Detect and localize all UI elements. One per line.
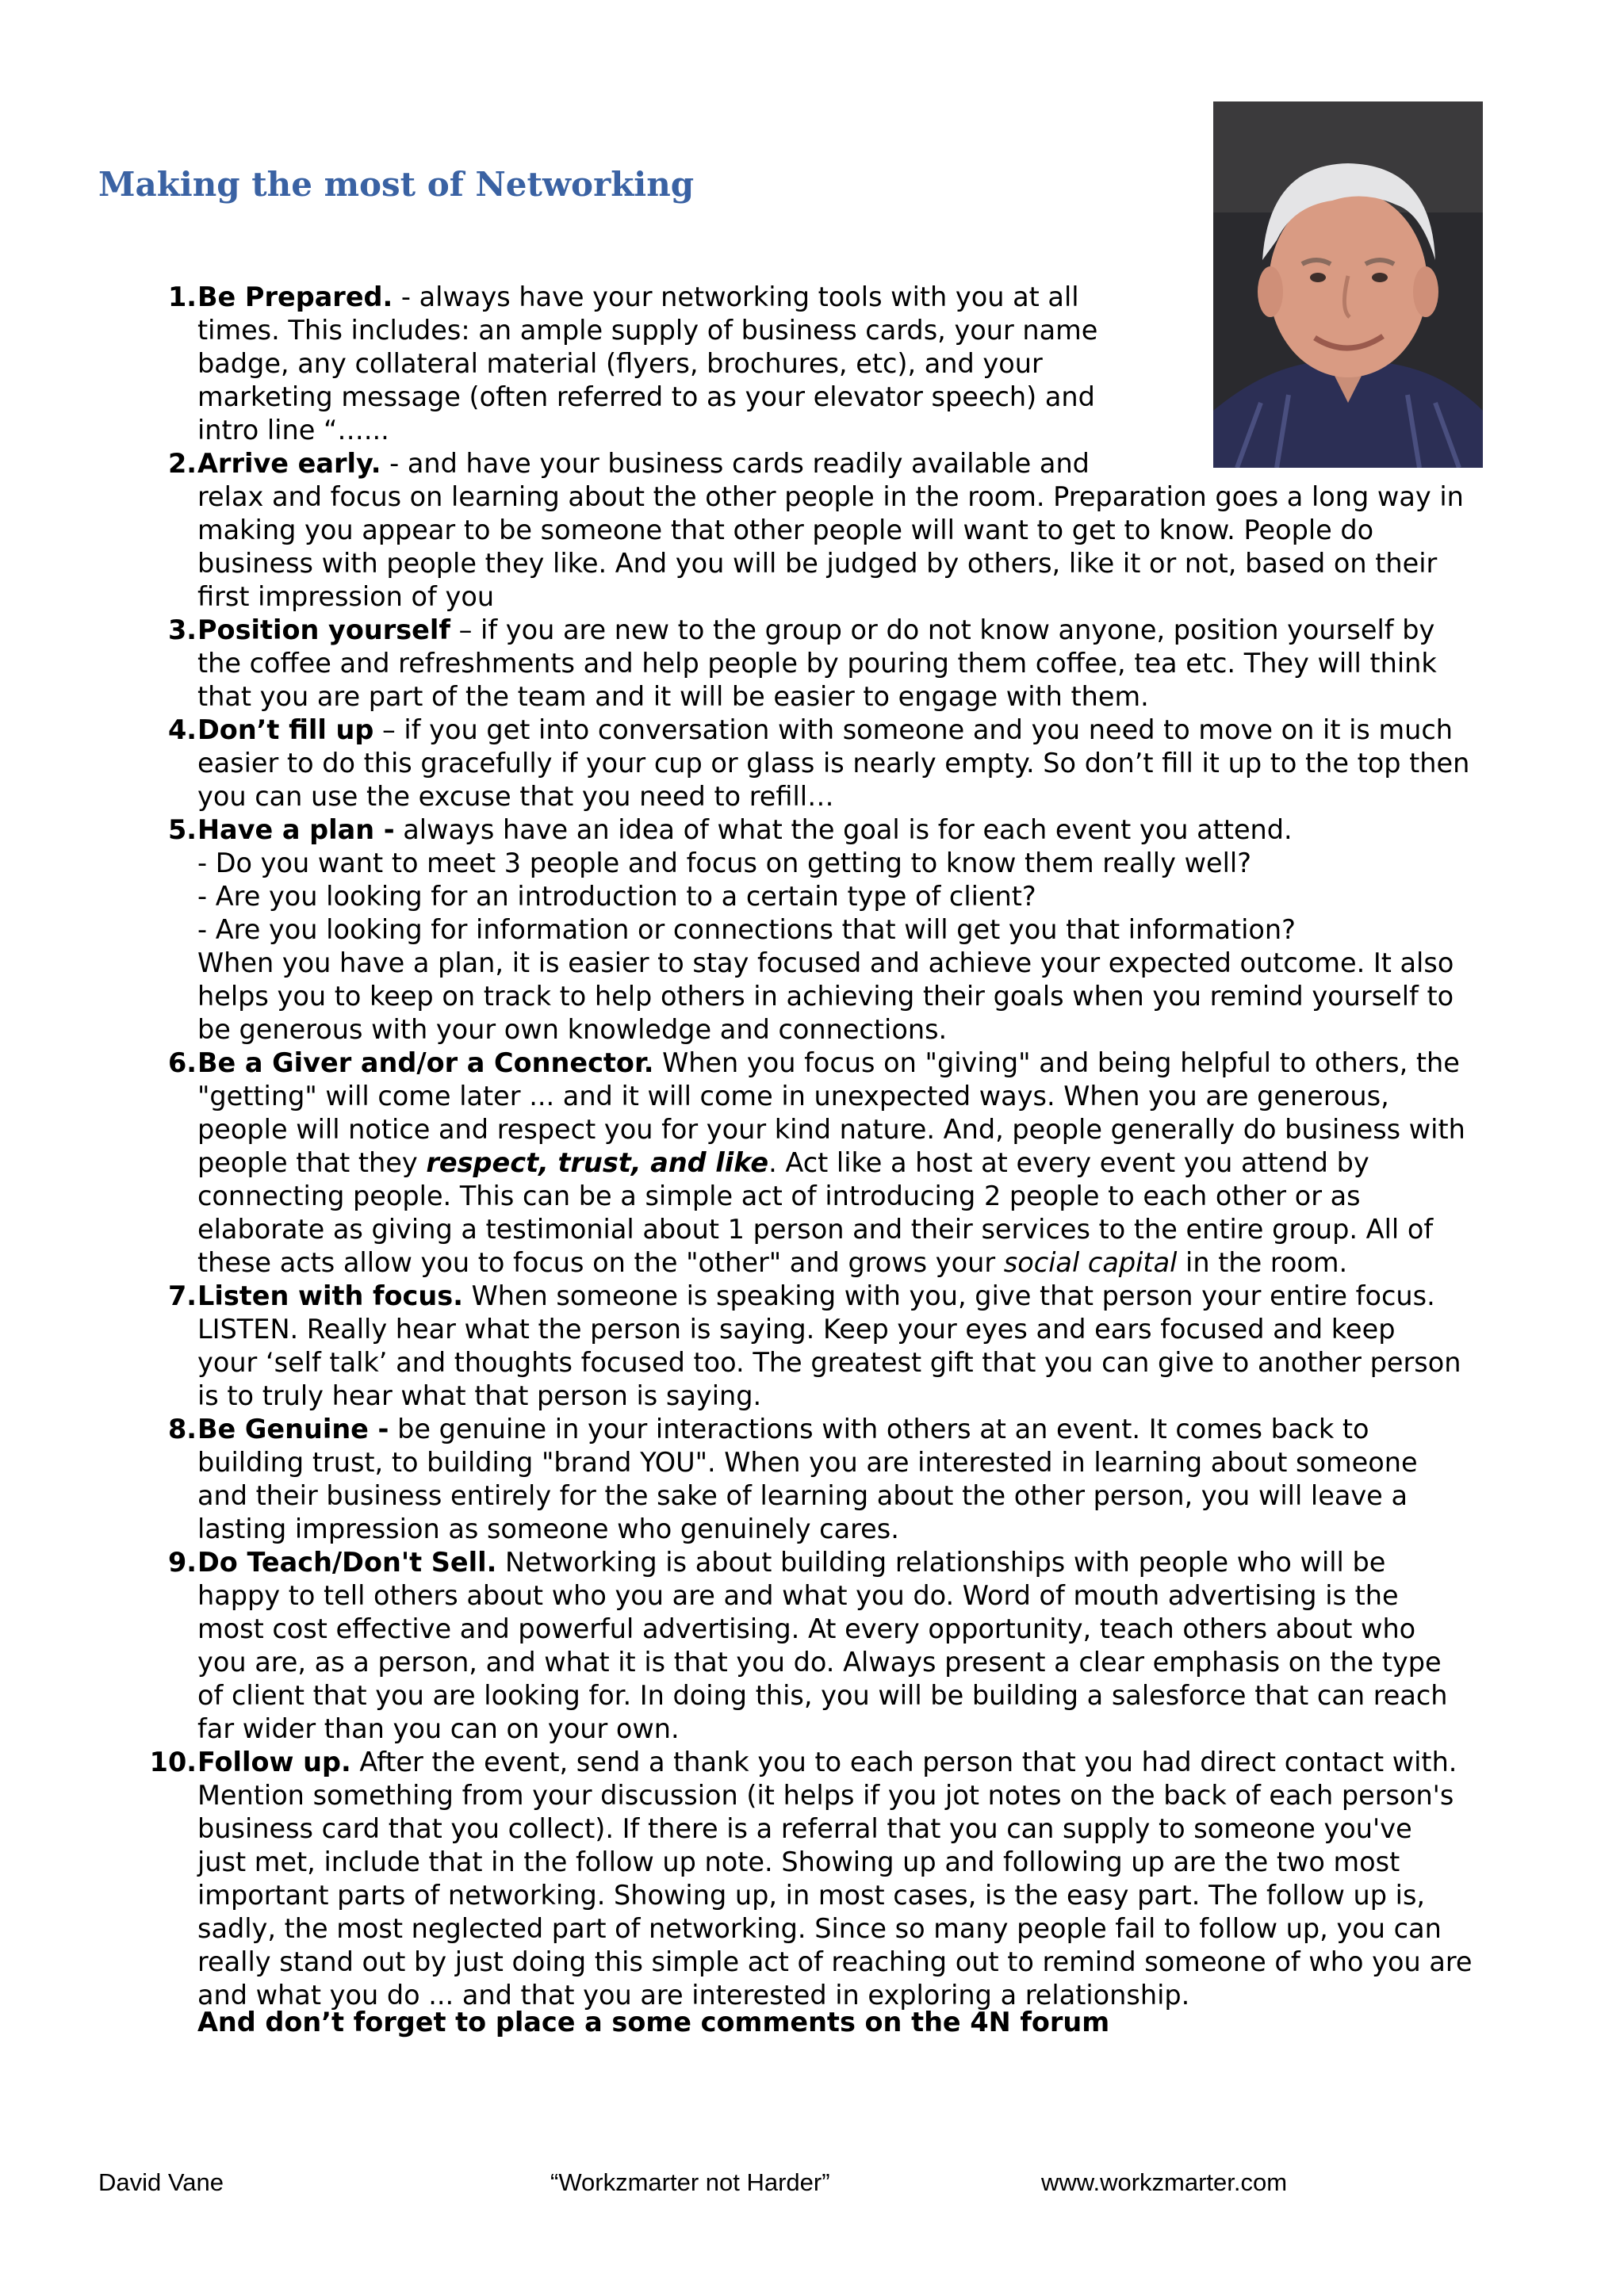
item-body [197,447,1530,614]
item-text: these acts allow you to focus on the "other" and grows your [197,1247,1004,1278]
item-body [197,1280,1530,1413]
item-number: 5. [167,814,197,845]
footer-website-link[interactable]: www.workzmarter.com [1041,2168,1288,2196]
item-text: important parts of networking. Showing up, in most cases, is the easy part. The follow up is, [197,1880,1426,1911]
item-text: intro line “…... [197,415,389,446]
item-body [197,813,1530,1047]
item-number: 10. [149,1747,197,1777]
item-number: 7. [167,1280,197,1311]
item-number: 4. [167,714,197,745]
item-text: - Are you looking for information or connections that will get you that information? [197,914,1296,945]
item-text: "getting" will come later ... and it will come in unexpected ways. When you are generous, [197,1081,1389,1112]
item-number: 1. [167,281,197,312]
item-text: – if you get into conversation with someone and you need to move on it is much [373,714,1454,745]
list-item [0,1413,1624,1546]
item-heading: Be a Giver and/or a Connector. [197,1047,654,1078]
item-text: Mention something from your discussion (it helps if you jot notes on the back of each person's [197,1780,1454,1811]
item-number: 8. [167,1414,197,1445]
item-text: making you appear to be someone that other people will want to get to know. People do [197,515,1374,545]
closing-note: And don’t forget to place a some comments on the 4N forum [197,2007,1110,2038]
item-text: happy to tell others about who you are and what you do. Word of mouth advertising is the [197,1580,1399,1611]
list-item [0,1047,1624,1280]
item-heading: Follow up. [197,1747,351,1777]
list-item [0,1746,1624,2012]
item-text: the coffee and refreshments and help people by pouring them coffee, tea etc. They will think [197,648,1437,679]
item-text: business with people they like. And you will be judged by others, like it or not, based on their [197,548,1438,579]
item-text: your ‘self talk’ and thoughts focused too. The greatest gift that you can give to another person [197,1347,1461,1378]
item-body [197,1047,1530,1280]
item-body [197,1413,1530,1546]
item-text: – if you are new to the group or do not know anyone, position yourself by [450,614,1435,645]
item-text: of client that you are looking for. In doing this, you will be building a salesforce that can reach [197,1680,1448,1711]
item-text: Networking is about building relationships with people who will be [496,1547,1386,1578]
item-number: 3. [167,614,197,645]
item-italic: social capital [1003,1247,1178,1278]
item-text: - and have your business cards readily available and [381,448,1090,479]
item-text: easier to do this gracefully if your cup or glass is nearly empty. So don’t fill it up to the top then [197,748,1470,779]
item-number: 9. [167,1547,197,1578]
item-text: times. This includes: an ample supply of business cards, your name [197,315,1098,346]
list-item [0,281,1624,447]
footer-slogan: “Workzmarter not Harder” [550,2168,830,2196]
item-text: you can use the excuse that you need to refill… [197,781,834,812]
item-heading: Be Genuine - [197,1414,389,1445]
item-text: far wider than you can on your own. [197,1713,680,1744]
item-heading: Position yourself [197,614,450,645]
item-text: When you focus on "giving" and being helpful to others, the [653,1047,1460,1078]
item-text: be generous with your own knowledge and connections. [197,1014,948,1045]
item-text: you are, as a person, and what it is that you do. Always present a clear emphasis on the type [197,1647,1442,1678]
item-text: When someone is speaking with you, give that person your entire focus. [462,1280,1435,1311]
item-text: and what you do ... and that you are interested in exploring a relationship. [197,1980,1190,2011]
item-body [197,281,1141,447]
item-number: 6. [167,1047,197,1078]
item-body [197,614,1530,714]
item-number: 2. [167,448,197,479]
footer-author: David Vane [98,2168,224,2196]
list-item [0,614,1624,714]
item-text: When you have a plan, it is easier to stay focused and achieve your expected outcome. It also [197,947,1454,978]
list-item [0,1546,1624,1746]
list-item [0,813,1624,1047]
item-heading: Be Prepared. [197,281,393,312]
item-text: be genuine in your interactions with others at an event. It comes back to [389,1414,1369,1445]
item-text: LISTEN. Really hear what the person is saying. Keep your eyes and ears focused and keep [197,1314,1396,1345]
item-text: in the room. [1177,1247,1348,1278]
item-text: always have an idea of what the goal is for each event you attend. [394,814,1293,845]
item-text: connecting people. This can be a simple act of introducing 2 people to each other or as [197,1181,1361,1211]
item-text: most cost effective and powerful advertising. At every opportunity, teach others about who [197,1613,1416,1644]
item-text: is to truly hear what that person is saying. [197,1380,762,1411]
item-text: - Do you want to meet 3 people and focus on getting to know them really well? [197,848,1251,878]
item-text: helps you to keep on track to help others in achieving their goals when you remind yourself to [197,981,1454,1012]
item-text: lasting impression as someone who genuinely cares. [197,1513,899,1544]
list-item [0,1280,1624,1413]
item-text: badge, any collateral material (flyers, brochures, etc), and your [197,348,1043,379]
item-text: . Act like a host at every event you attend by [768,1147,1369,1178]
item-text: people will notice and respect you for your kind nature. And, people generally do business with [197,1114,1465,1145]
item-text: - always have your networking tools with you at all [393,281,1079,312]
item-text: really stand out by just doing this simple act of reaching out to remind someone of who you are [197,1946,1473,1977]
item-text: marketing message (often referred to as your elevator speech) and [197,381,1095,412]
item-body [197,1746,1530,2012]
item-body [197,1546,1530,1746]
item-text: building trust, to building "brand YOU". When you are interested in learning about someone [197,1447,1418,1478]
list-item [0,714,1624,813]
tips-list [0,281,1624,2012]
item-text: just met, include that in the follow up note. Showing up and following up are the two most [197,1846,1400,1877]
item-text: business card that you collect). If there is a referral that you can supply to someone you've [197,1813,1412,1844]
item-text: that you are part of the team and it will be easier to engage with them. [197,681,1149,712]
item-text: relax and focus on learning about the other people in the room. Preparation goes a long way in [197,481,1464,512]
item-text: After the event, send a thank you to each person that you had direct contact with. [350,1747,1457,1777]
item-heading: Don’t fill up [197,714,374,745]
item-heading: Have a plan - [197,814,395,845]
item-text: - Are you looking for an introduction to a certain type of client? [197,881,1036,912]
item-text: people that they [197,1147,427,1178]
item-heading: Listen with focus. [197,1280,463,1311]
list-item [0,447,1624,614]
item-text: elaborate as giving a testimonial about 1 person and their services to the entire group. All of [197,1214,1434,1245]
page-title: Making the most of Networking [98,165,695,204]
item-text: sadly, the most neglected part of networking. Since so many people fail to follow up, you can [197,1913,1442,1944]
item-heading: Do Teach/Don't Sell. [197,1547,497,1578]
item-body [197,714,1530,813]
item-text: first impression of you [197,581,495,612]
item-emphasis: respect, trust, and like [426,1147,769,1178]
item-heading: Arrive early. [197,448,381,479]
item-text: and their business entirely for the sake of learning about the other person, you will leave a [197,1480,1408,1511]
